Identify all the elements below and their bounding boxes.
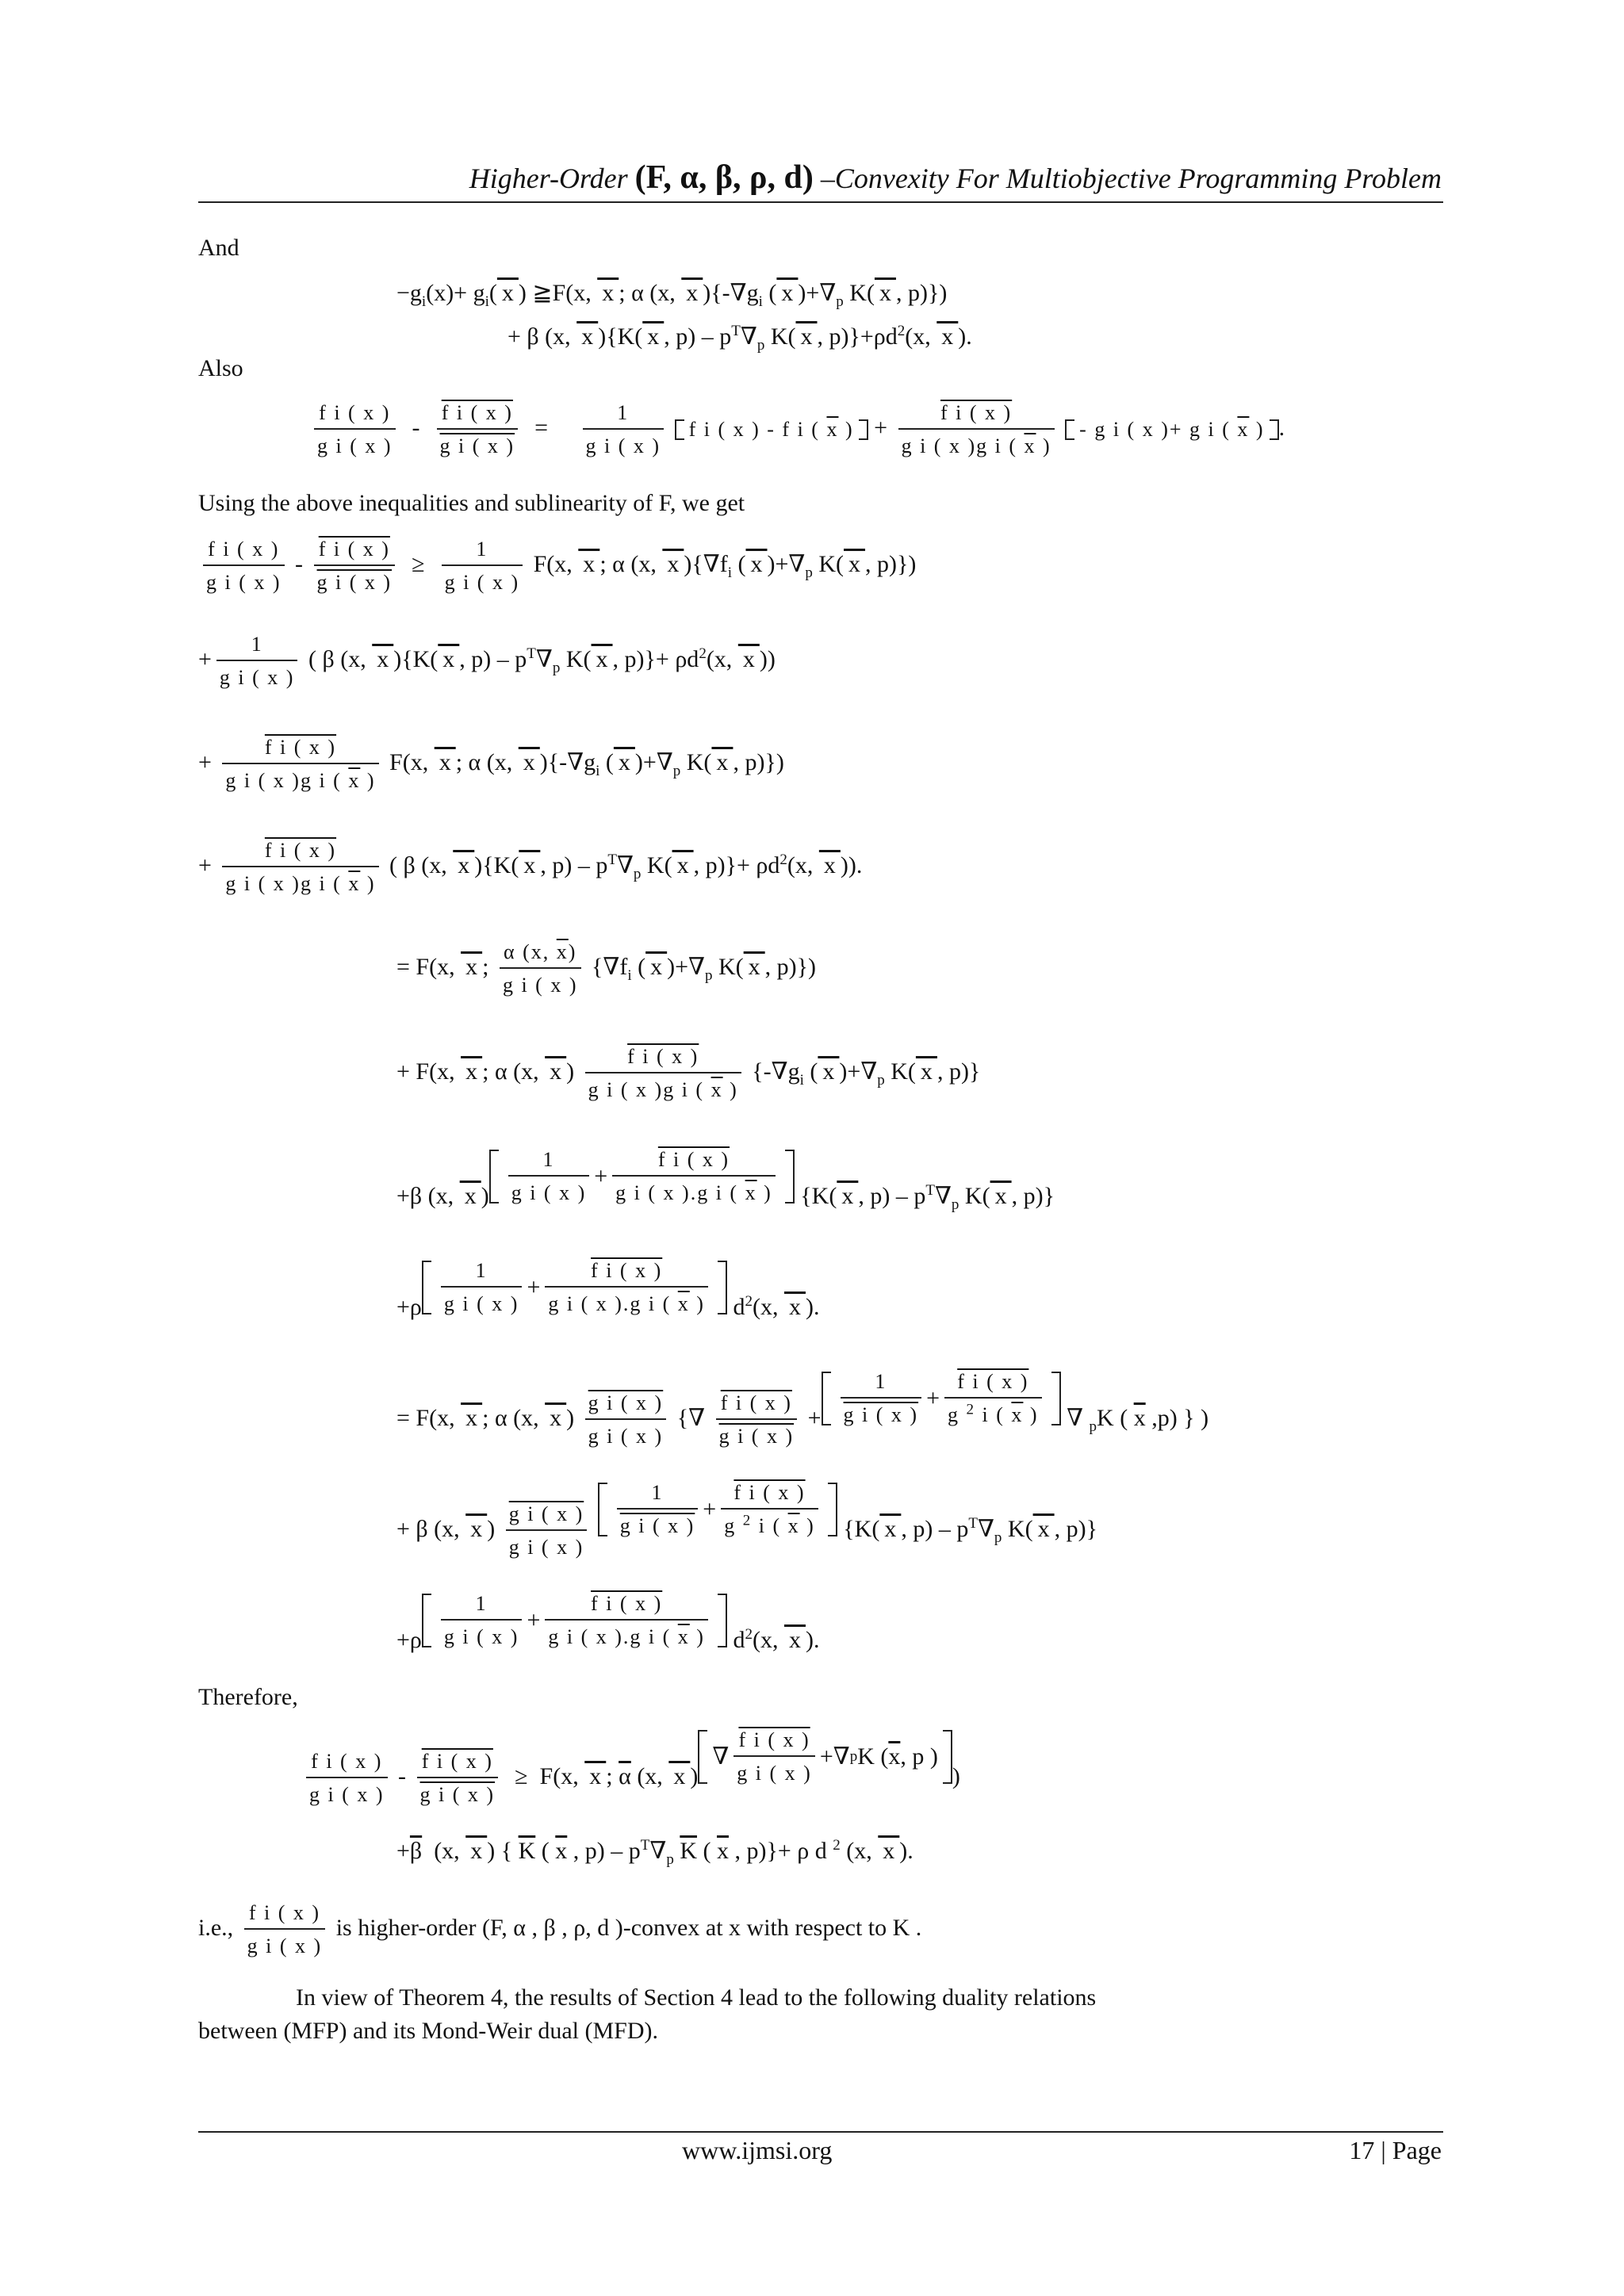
eq-ie: i.e., $\frac{\text{f i ( x )}}{\text{g i ( x )}}$ is higher-order (F, α , β , ρ, d )-convex at x with respect to K .: [198, 1901, 922, 1957]
eq-using-2: + $\frac{1}{\text{g i ( x )}}$ ( β (x, x ){K( x , $p) - p^T\nabla_p$ K( x , $p)\}+ \rho d^2(x$, x )): [198, 633, 776, 689]
eq-using-11: +ρ $\frac{1}{\text{g i ( x )}}$ + $\frac{\text{f i ( x )}}{g i ( x ).g i ( \overline{x} )}$ $d^2(x$, x ).: [396, 1592, 820, 1653]
eq-using-3: + $\frac{\text{f i ( x )}}{g i ( x )g i ( \overline{x} )}$ F(x, x ; α (x, x ){$-\nabla g_i$ ( x )$+\nabla_p$ K( x , p)}): [198, 736, 784, 792]
header-rule: [198, 201, 1443, 203]
eq-using-5: = F(x, x ; $\frac{\alpha (x, \overline{x})}{\text{g i ( x )}}$ {$\nabla f_i$ ( x )$+\nabla_p$ K( x , p)}): [396, 940, 817, 997]
paragraph-line-2: between (MFP) and its Mond-Weir dual (MFD).: [198, 2018, 659, 2044]
eq-using-1: $\frac{\text{f i ( x )}}{\text{g i ( x )}}$ - $\frac{\text{f i ( x )}}{\text{g i ( x )}}$ ≥ $\frac{1}{\text{g i ( x )}}$ F(x, x ; α (x, x ){$\nabla f_i$ ( x )$+\nabla_p$ K( x , p)}): [198, 539, 916, 593]
eq-using-8: +ρ $\frac{1}{\text{g i ( x )}}$ + $\frac{\text{f i ( x )}}{g i ( x ).g i ( \overline{x} )}$ $d^2(x$, x ).: [396, 1259, 820, 1320]
label-and: And: [198, 235, 239, 261]
header-title-pre: Higher-Order: [469, 163, 635, 194]
label-therefore: Therefore,: [198, 1684, 298, 1710]
eq-therefore-1: $\frac{\text{f i ( x )}}{\text{g i ( x )}}$ - $\frac{\text{f i ( x )}}{\text{g i ( x )}}$ ≥ F(x, x ; $\overline{\alpha}$ (x, x ) ∇ $\frac{\text{f i ( x )}}{\text{g i ( x )}}$ +∇ p K ( $\overline{x}$ , p ) ): [301, 1730, 960, 1805]
eq-and-line1: $-g_i(x)+ g_i$( x ) ≧F(x, x ; α (x, x ){$-\nabla g_i$ ( x )$+\nabla_p$ K( x , p)}): [396, 280, 948, 310]
eq-using-6: + F(x, x ; α (x, x ) $\frac{\text{f i ( x )}}{g i ( x )g i ( \overline{x} )}$ {$-\nabla g_i$ ( x )$+\nabla_p$ K( x , p)}: [396, 1045, 981, 1101]
header-title-symbols: (F, α, β, ρ, d): [634, 159, 814, 196]
running-header: [198, 159, 1442, 197]
footer-page-number: 17 | Page: [1349, 2136, 1442, 2164]
label-also: Also: [198, 355, 243, 381]
paragraph-line-1: In view of Theorem 4, the results of Section 4 lead to the following duality relations: [296, 1984, 1097, 2011]
label-using: Using the above inequalities and sublinearity of F, we get: [198, 490, 745, 516]
eq-and-line2: + β (x, x ){K( x , $p) - p^T\nabla_p$ K( x , $p)\}+\rho d^2(x$, x ).: [508, 323, 972, 354]
eq-therefore-2: $+\overline{\beta}$ (x, x ) { $\overline{K}$ ( $\overline{x}$ , $p) - p^T\nabla_p$ $\overline{K}$ ( $\overline{x}$ , p)}+ ρ d $^2$ (x, x ).: [396, 1837, 914, 1868]
eq-using-4: + $\frac{\text{f i ( x )}}{g i ( x )g i ( \overline{x} )}$ ( β (x, x ){K( x , $p) - p^T\nabla_p$ K( x , $p)\}+ \rho d^2(x$, x )).: [198, 839, 863, 895]
footer-rule: [198, 2131, 1443, 2133]
eq-using-9: = F(x, x ; α (x, x ) $\frac{\text{g i ( x )}}{\text{g i ( x )}}$ {∇ $\frac{\text{f i ( x )}}{\text{g i ( x )}}$ + $\frac{1}{\text{g i ( x )}}$ + $\frac{\text{f i ( x )}}{g ^2 i ( \overline{x} )}$ ∇ $_p$K ( $\overline{x}$ ,p) } ): [396, 1370, 1209, 1448]
ie-text: is higher-order (F, α , β , ρ, d )-convex at x with respect to K .: [335, 1914, 922, 1941]
eq-using-10: + β (x, x ) $\frac{\text{g i ( x )}}{\text{g i ( x )}}$ $\frac{1}{\text{g i ( x )}}$ + $\frac{\text{f i ( x )}}{g ^2 i ( \overline{x} )}$ {K( x , $p) - p^T\nabla_p$ K( x , p)}: [396, 1481, 1097, 1559]
eq-also: $\frac{\text{f i ( x )}}{\text{g i ( x )}}$ - $\frac{\text{f i ( x )}}{\text{g i ( x )}}$ = $\frac{1}{\text{g i ( x )}}$ f i ( x ) - f i ( $\overline{x}$ ) + $\frac{\text{f i ( x )}}{g i ( x )g i ( \overline{x} )}$ - g i ( x )+ g i ( $\overline{x}$ ) .: [309, 403, 1285, 457]
header-title-post: –Convexity For Multiobjective Programming Problem: [813, 163, 1442, 194]
footer-url[interactable]: www.ijmsi.org: [682, 2136, 833, 2164]
eq-using-7: +β (x, x ) $\frac{1}{\text{g i ( x )}}$ + $\frac{\text{f i ( x )}}{g i ( x ).g i ( \overline{x} )}$ {K( x , $p) - p^T\nabla_p$ K( x , p)}: [396, 1148, 1055, 1213]
